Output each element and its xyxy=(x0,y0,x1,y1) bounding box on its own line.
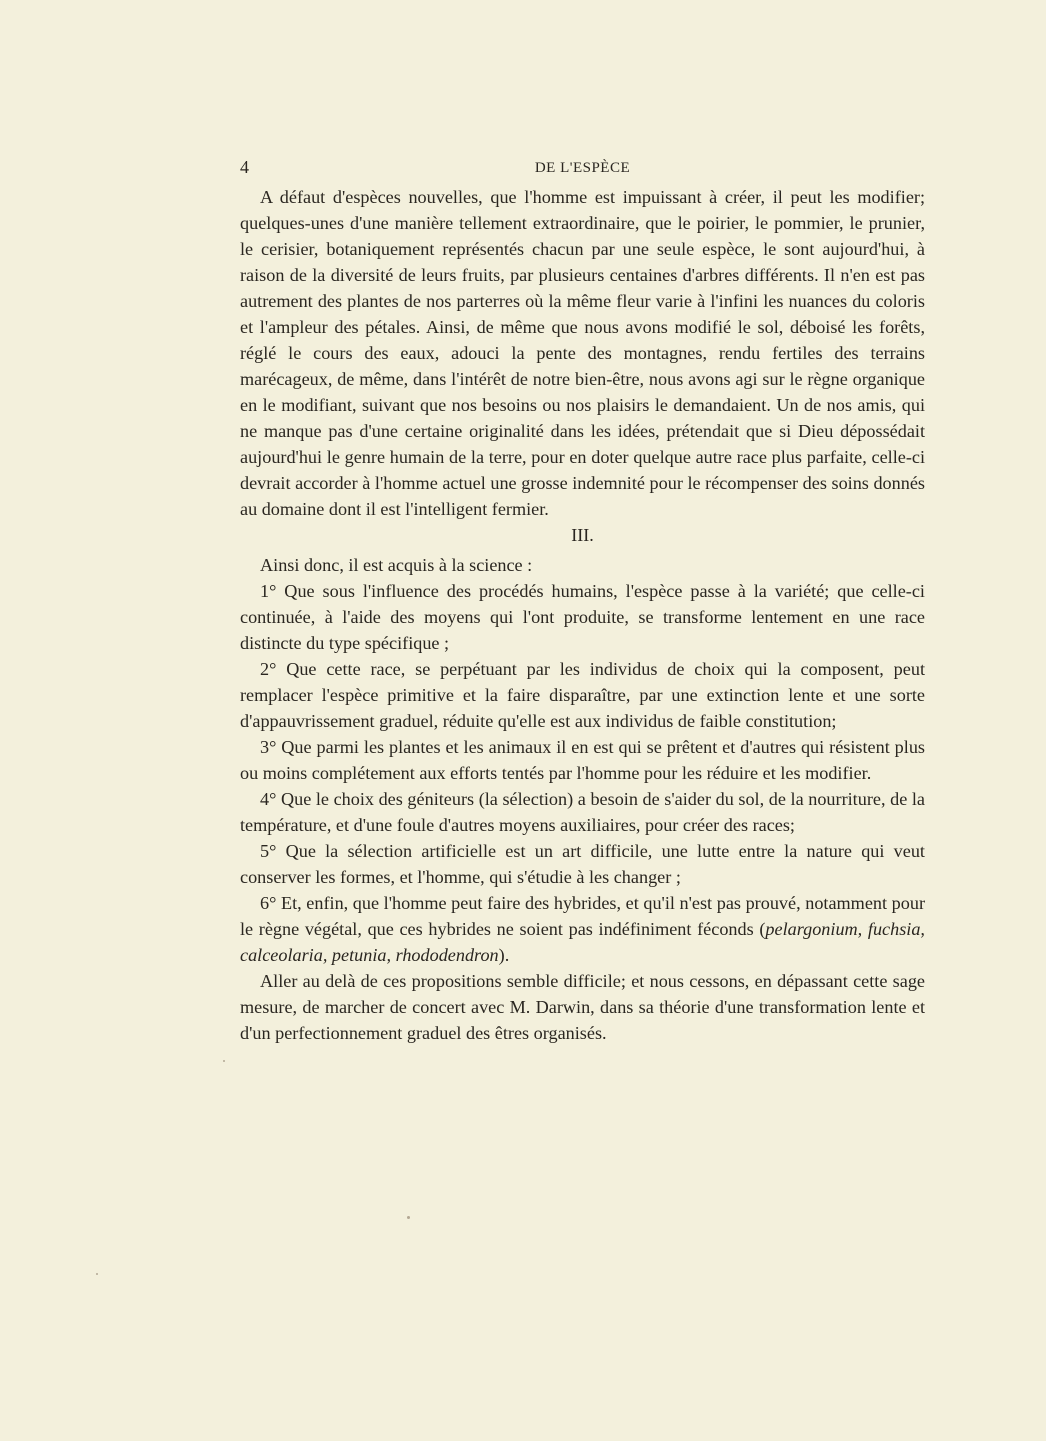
proposition-6-end: ). xyxy=(498,945,510,965)
paper-speck xyxy=(223,1060,225,1062)
page-content xyxy=(240,152,925,1046)
proposition-3: 3° Que parmi les plantes et les animaux il en est qui se prêtent et d'autres qui résistent plus ou moins complétement aux efforts tentés par l'homme pour les réduire et les modifier. xyxy=(240,737,925,783)
proposition-4: 4° Que le choix des géniteurs (la sélection) a besoin de s'aider du sol, de la nourriture, de la température, et d'une foule d'autres moyens auxiliaires, pour créer des races; xyxy=(240,789,925,835)
proposition-5: 5° Que la sélection artificielle est un art difficile, une lutte entre la nature qui veut conserver les formes, et l'homme, qui s'étudie à les changer ; xyxy=(240,841,925,887)
section-number: III. xyxy=(571,525,594,545)
plant-genera: pelargonium, fuchsia, calceolaria, petunia, rhododendron xyxy=(240,919,925,965)
proposition-6 xyxy=(240,890,925,968)
closing-paragraph: Aller au delà de ces propositions semble difficile; et nous cessons, en dépassant cette sage mesure, de marcher de concert avec M. Darwin, dans sa théorie d'une transformation lente et d'un perfectionnement graduel des êtres organisés. xyxy=(240,971,925,1043)
proposition-1: 1° Que sous l'influence des procédés humains, l'espèce passe à la variété; que celle-ci continuée, à l'aide des moyens qui l'ont produite, se transforme lentement en une race distincte du type spécifique ; xyxy=(240,581,925,653)
proposition-6-text: 6° Et, enfin, que l'homme peut faire des hybrides, et qu'il n'est pas prouvé, notamment pour le règne végétal, que ces hybrides ne soient pas indéfiniment féconds ( xyxy=(240,893,925,939)
intro-paragraph: A défaut d'espèces nouvelles, que l'homme est impuissant à créer, il peut les modifier; quelques-unes d'une manière tellement extraordinaire, que le poirier, le pommier, le prunier, le cerisier, botaniquement représentés chacun par une seule espèce, le sont aujourd'hui, à raison de la diversité de leurs fruits, par plusieurs centaines d'arbres différents. Il n'en est pas autrement des plantes de nos parterres où la même fleur varie à l'infini les nuances du coloris et l'ampleur des pétales. Ainsi, de même que nous avons modifié le sol, déboisé les forêts, réglé le cours des eaux, adouci la pente des montagnes, rendu fertiles des terrains marécageux, de même, dans l'intérêt de notre bien-être, nous avons agi sur le règne organique en le modifiant, suivant que nos besoins ou nos plaisirs le demandaient. Un de nos amis, qui ne manque pas d'une certaine originalité dans les idées, prétendait que si Dieu dépossédait aujourd'hui le genre humain de la terre, pour en doter quelque autre race plus parfaite, celle-ci devrait accorder à l'homme actuel une grosse indemnité pour le récompenser des soins donnés au domaine dont il est l'intelligent fermier. xyxy=(240,187,925,519)
page-number: 4 xyxy=(240,157,249,177)
proposition-2: 2° Que cette race, se perpétuant par les individus de choix qui la composent, peut remplacer l'espèce primitive et la faire disparaître, par une extinction lente et une sorte d'appauvrissement graduel, réduite qu'elle est aux individus de faible constitution; xyxy=(240,659,925,731)
running-title: DE L'ESPÈCE xyxy=(534,160,631,176)
running-head xyxy=(240,152,925,178)
paper-speck xyxy=(96,1273,98,1275)
paper-speck xyxy=(407,1216,410,1219)
lead-in: Ainsi donc, il est acquis à la science : xyxy=(260,555,533,575)
